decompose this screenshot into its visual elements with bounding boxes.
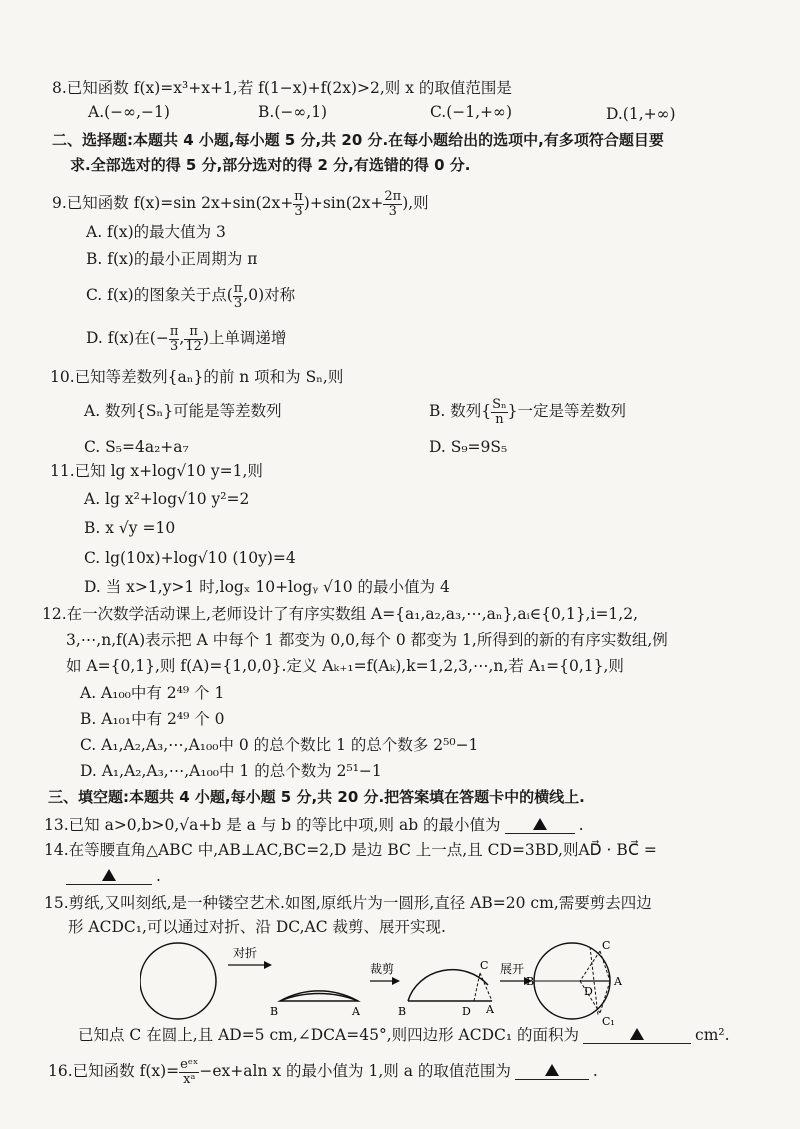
q12-option-c: C. A₁,A₂,A₃,⋯,A₁₀₀中 0 的总个数比 1 的总个数多 2⁵⁰−1 [80,736,479,754]
q10-option-c: C. S₅=4a₂+a₇ [84,438,189,456]
triangle-icon [630,1028,644,1040]
q14-line2: . [66,866,161,886]
q12-option-d: D. A₁,A₂,A₃,⋯,A₁₀₀中 1 的总个数为 2⁵¹−1 [80,762,382,780]
q11-option-c: C. lg(10x)+log√10 (10y)=4 [84,549,296,567]
q9-fraction-2: $\frac{2\pi}{3}$ [384,188,402,219]
svg-text:B: B [526,975,535,988]
q10-option-a: A. 数列{Sₙ}可能是等差数列 [84,402,282,420]
svg-text:B: B [270,1005,279,1018]
svg-text:D: D [584,985,593,998]
triangle-icon [533,818,547,830]
section3-heading: 三、填空题:本题共 4 小题,每小题 5 分,共 20 分.把答案填在答题卡中的横线上. [48,788,585,806]
triangle-icon [545,1064,559,1076]
q10-option-b: B. 数列{ $\frac{\text{Sₙ}}{n}$ }一定是等差数列 [429,396,627,427]
svg-text:C: C [480,959,489,972]
svg-text:B: B [398,1005,407,1018]
q9-option-a: A. f(x)的最大值为 3 [86,223,226,241]
q13-answer-blank[interactable] [505,817,575,834]
svg-text:C₁: C₁ [602,1015,615,1025]
q9-option-d: D. f(x)在(− $\frac{\pi}{3}$ , $\frac{\pi}{12}$ )上单调递增 [86,323,287,354]
q11-option-a: A. lg x²+log√10 y²=2 [84,490,250,508]
q14-line1: 14.在等腰直角△ABC 中,AB⊥AC,BC=2,D 是边 BC 上一点,且 CD=3BD,则AD⃗ · BC⃗ = [44,841,657,859]
q8-option-b: B.(−∞,1) [258,103,328,121]
q15-line3: 已知点 C 在圆上,且 AD=5 cm,∠DCA=45°,则四边形 ACDC₁ 的面积为 cm². [78,1026,730,1044]
q12-option-a: A. A₁₀₀中有 2⁴⁹ 个 1 [80,684,225,702]
cut-arrow [370,961,400,985]
triangle-icon [102,869,116,881]
q15-answer-blank[interactable] [583,1027,691,1044]
q15-line1: 15.剪纸,又叫刻纸,是一种镂空艺术.如图,原纸片为一圆形,直径 AB=20 cm,需要剪去四边 [44,894,652,912]
q14-answer-blank[interactable] [66,868,152,885]
paper-cutting-figure [140,935,640,1025]
cut-semicircle [398,959,495,1018]
q13: 13.已知 a>0,b>0,√a+b 是 a 与 b 的等比中项,则 ab 的最小值为 . [44,816,584,834]
folded-semicircle [270,991,361,1018]
q12-option-b: B. A₁₀₁中有 2⁴⁹ 个 0 [80,710,225,728]
q11-option-d: D. 当 x>1,y>1 时,logₓ 10+logᵧ √10 的最小值为 4 [84,578,450,596]
q10-option-d: D. S₉=9S₅ [429,438,508,456]
q12-line1: 12.在一次数学活动课上,老师设计了有序实数组 A={a₁,a₂,a₃,⋯,aₙ},aᵢ∈{0,1},i=1,2, [42,605,639,623]
q9-option-b: B. f(x)的最小正周期为 π [86,250,258,268]
fold-arrow [228,945,272,969]
q8-option-d: D.(1,+∞) [606,105,676,123]
q11-stem: 11.已知 lg x+log√10 y=1,则 [50,462,263,480]
q9-stem: 9.已知函数 f(x)=sin 2x+sin(2x+ $\frac{\pi}{3}$ )+sin(2x+ $\frac{2\pi}{3}$ ),则 [52,188,429,219]
q8-option-c: C.(−1,+∞) [430,103,513,121]
q9-fraction-1: $\frac{\pi}{3}$ [294,188,303,219]
q12-line2: 3,⋯,n,f(A)表示把 A 中每个 1 都变为 0,0,每个 0 都变为 1,所得到的新的有序实数组,例 [66,631,668,649]
section2-heading-cont: 求.全部选对的得 5 分,部分选对的得 2 分,有选错的得 0 分. [70,156,471,174]
svg-text:A: A [486,1003,494,1016]
svg-text:裁剪: 裁剪 [370,962,395,976]
svg-text:A: A [614,975,622,988]
q8-stem: 8.已知函数 f(x)=x³+x+1,若 f(1−x)+f(2x)>2,则 x 的取值范围是 [52,79,512,97]
svg-text:对折: 对折 [233,946,258,960]
svg-text:A: A [352,1005,360,1018]
svg-text:D: D [462,1005,471,1018]
q15-line2: 形 ACDC₁,可以通过对折、沿 DC,AC 裁剪、展开实现. [68,918,446,936]
svg-text:展开: 展开 [500,962,525,976]
q8-option-a: A.(−∞,−1) [88,103,170,121]
q10-stem: 10.已知等差数列{aₙ}的前 n 项和为 Sₙ,则 [50,368,344,386]
section2-heading: 二、选择题:本题共 4 小题,每小题 5 分,共 20 分.在每小题给出的选项中,有多项符合题目要 [52,131,664,149]
q16-fraction: eᵉˣ xᵃ [180,1056,199,1087]
q16: 16.已知函数 f(x)= eᵉˣ xᵃ −ex+aln x 的最小值为 1,则 a 的取值范围为 . [48,1056,598,1087]
q16-answer-blank[interactable] [515,1063,589,1080]
q9-option-c: C. f(x)的图象关于点( $\frac{\pi}{3}$ ,0)对称 [86,280,296,311]
q11-option-b: B. x √y =10 [84,519,176,537]
original-circle [140,943,216,1019]
unfolded-circle [526,939,623,1025]
svg-text:C: C [602,939,611,952]
q12-line3: 如 A={0,1},则 f(A)={1,0,0}.定义 Aₖ₊₁=f(Aₖ),k=1,2,3,⋯,n,若 A₁={0,1},则 [66,657,624,675]
